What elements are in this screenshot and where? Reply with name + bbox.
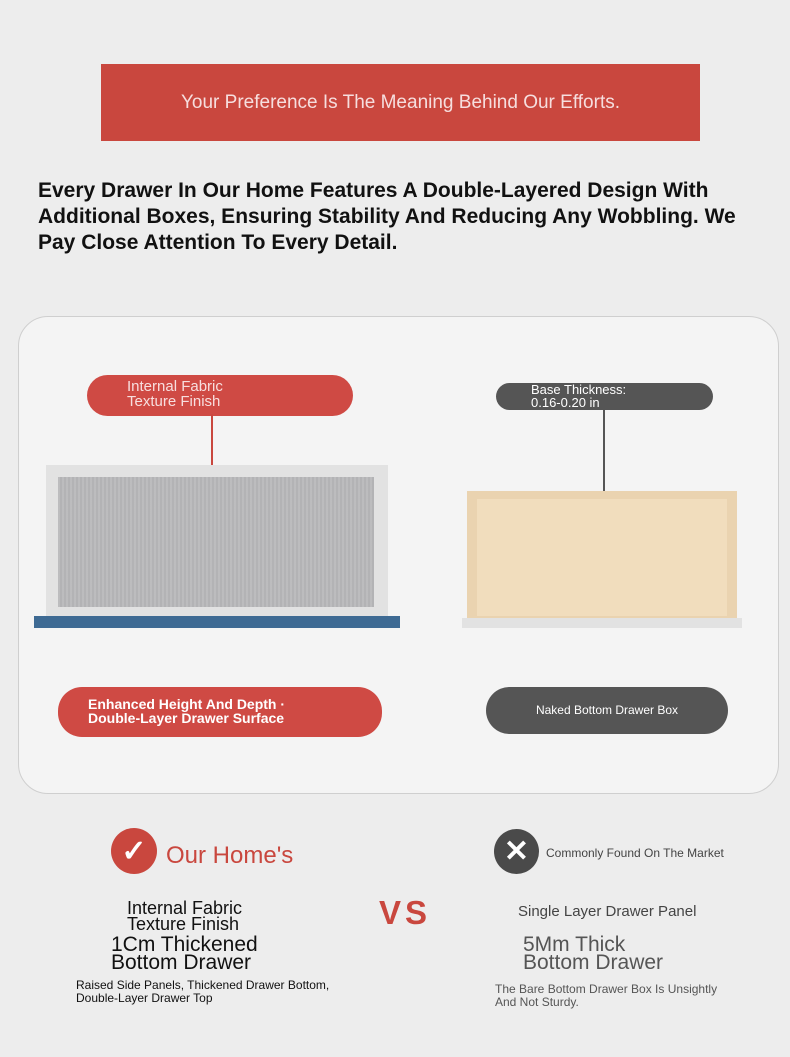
market-feature-2 xyxy=(523,933,664,974)
fabric-drawer-surface xyxy=(58,477,374,607)
fabric-label-pill xyxy=(87,375,353,416)
thickness-label-pill xyxy=(496,383,713,410)
ours-feature-2-line2: Bottom Drawer xyxy=(111,951,252,974)
market-feature-2-line1: 5Mm Thick xyxy=(523,933,626,956)
market-feature-2-line2: Bottom Drawer xyxy=(523,951,664,974)
ours-feature-1 xyxy=(127,900,242,932)
market-title: Commonly Found On The Market xyxy=(546,846,724,860)
ours-detail-line1: Raised Side Panels, Thickened Drawer Bottom, xyxy=(76,978,330,992)
double-layer-line1: Enhanced Height And Depth · xyxy=(88,696,286,712)
market-feature-1: Single Layer Drawer Panel xyxy=(518,903,697,920)
naked-box-pill xyxy=(486,687,728,734)
market-detail-line1: The Bare Bottom Drawer Box Is Unsightly xyxy=(495,982,718,996)
vs-label: VS xyxy=(379,894,432,931)
banner-text: Your Preference Is The Meaning Behind Our Efforts. xyxy=(180,91,620,113)
market-detail xyxy=(495,983,717,1009)
wood-drawer-shadow xyxy=(462,618,742,628)
ours-detail-line2: Double-Layer Drawer Top xyxy=(76,991,213,1005)
ours-feature-1-line2: Texture Finish xyxy=(127,914,240,934)
ours-feature-2 xyxy=(111,933,258,974)
intro-paragraph: Every Drawer In Our Home Features A Double-Layered Design With Additional Boxes, Ensuring Stability And Reducing Any Wobbling. We Pay Close Attention To Every Detail. xyxy=(38,179,736,254)
ours-feature-2-line1: 1Cm Thickened xyxy=(111,933,258,956)
double-layer-pill xyxy=(58,687,382,737)
top-banner xyxy=(101,64,700,141)
ours-feature-1-line1: Internal Fabric xyxy=(127,898,243,918)
naked-box-label: Naked Bottom Drawer Box xyxy=(535,703,679,717)
drawer-base-panel xyxy=(34,616,400,628)
market-detail-line2: And Not Sturdy. xyxy=(495,995,579,1009)
ours-title: Our Home's xyxy=(166,842,294,869)
wood-drawer-surface xyxy=(477,499,727,616)
double-layer-line2: Double-Layer Drawer Surface xyxy=(88,710,285,726)
thickness-label-line1: Base Thickness: xyxy=(531,382,627,397)
check-icon: ✓ xyxy=(111,828,157,874)
x-icon: ✕ xyxy=(494,829,539,874)
fabric-label-line1: Internal Fabric xyxy=(127,378,223,395)
fabric-label-line2: Texture Finish xyxy=(127,393,221,410)
ours-detail xyxy=(76,979,329,1005)
thickness-label-line2: 0.16-0.20 in xyxy=(531,395,600,410)
